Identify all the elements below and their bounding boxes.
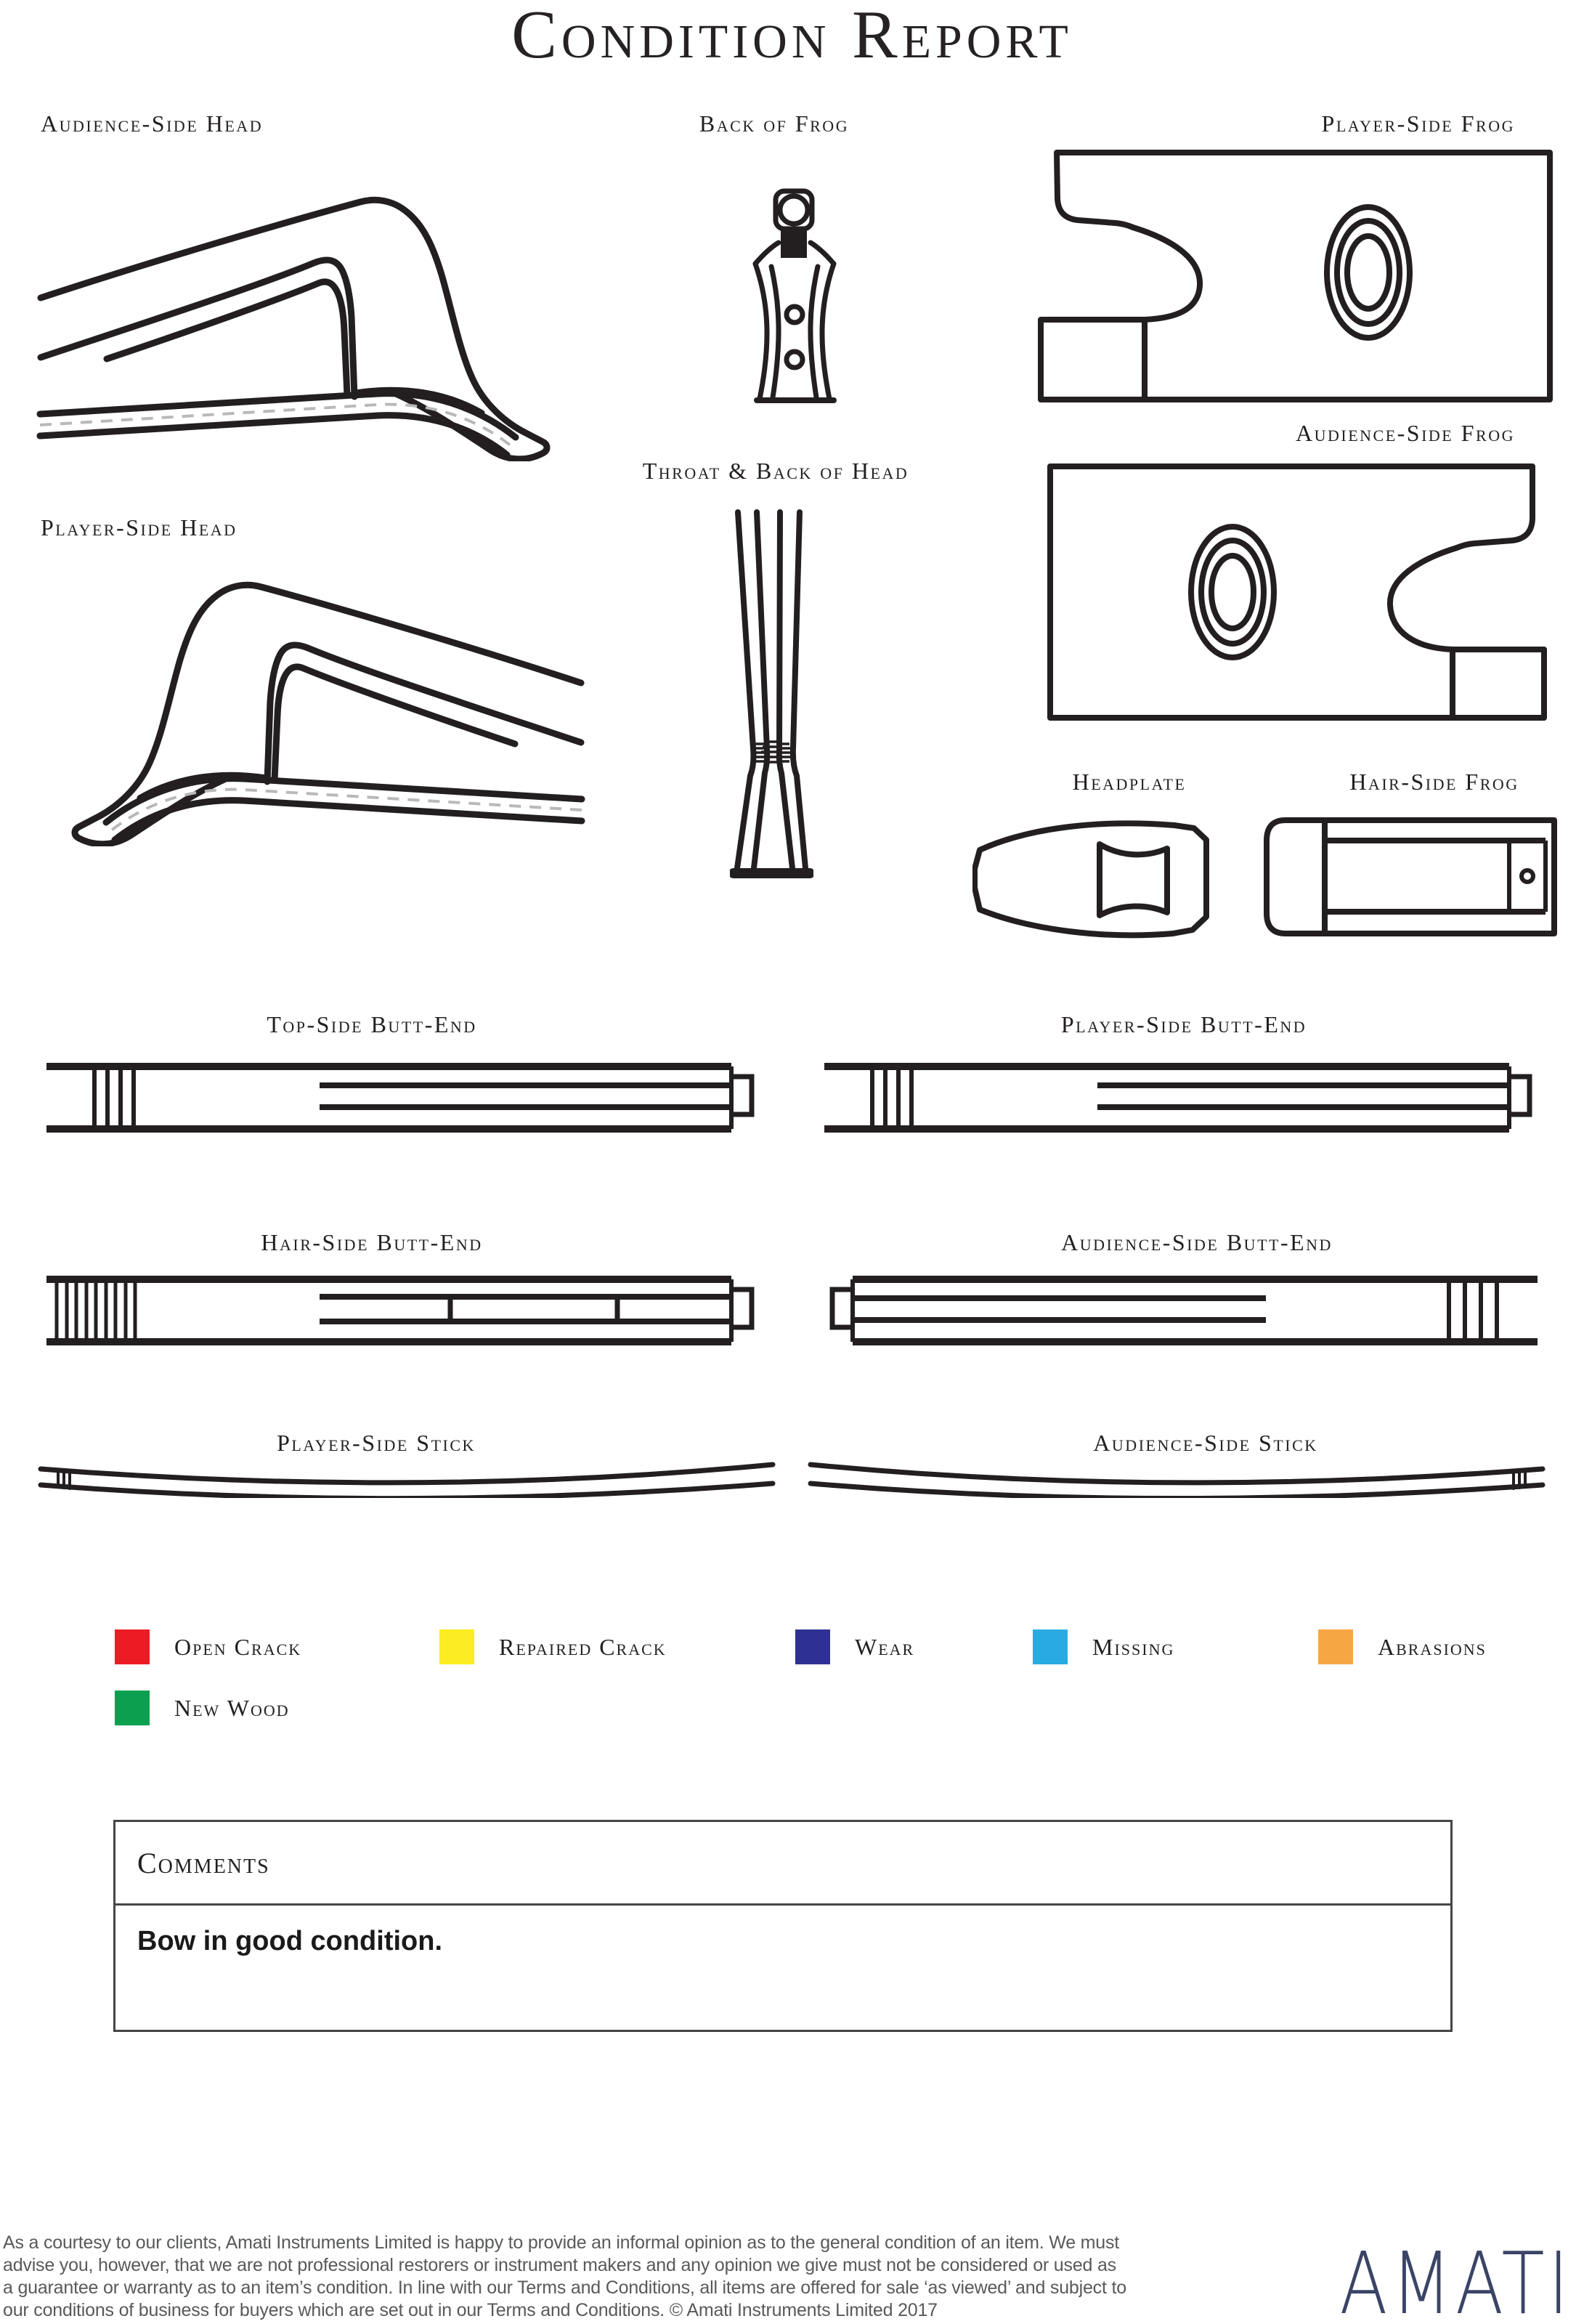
label-audience-side-head: Audience-Side Head [41, 110, 264, 137]
footer-disclaimer [3, 2232, 1223, 2322]
label-audience-side-frog: Audience-Side Frog [1295, 420, 1515, 446]
open-crack-swatch [115, 1629, 150, 1664]
legend-item-open-crack [115, 1629, 301, 1664]
label-throat-back-of-head: Throat & Back of Head [642, 458, 909, 484]
footer-line: a guarantee or warranty as to an item’s condition. In line with our Terms and Conditions, all items are offered for sale ‘as viewed’ and subject to [3, 2278, 1126, 2298]
wear-swatch [795, 1629, 830, 1664]
top-side-butt-end-drawing [44, 1062, 763, 1133]
amati-logo: AMATI [1339, 2233, 1572, 2324]
legend-label: Open Crack [174, 1634, 302, 1660]
repaired-crack-swatch [439, 1629, 474, 1664]
legend-item-wear [795, 1629, 914, 1664]
label-audience-side-stick: Audience-Side Stick [1093, 1430, 1318, 1456]
player-side-head-drawing [33, 559, 585, 846]
throat-back-of-head-drawing [730, 509, 813, 883]
legend-item-repaired-crack [439, 1629, 667, 1664]
footer-line: As a courtesy to our clients, Amati Instruments Limited is happy to provide an informal opinion as to the general condition of an item. We must [3, 2232, 1120, 2253]
hair-side-butt-end-drawing [44, 1275, 763, 1346]
label-player-side-head: Player-Side Head [41, 514, 237, 540]
legend-label: Wear [855, 1634, 915, 1660]
new-wood-swatch [115, 1691, 150, 1725]
missing-swatch [1033, 1629, 1068, 1664]
back-of-frog-drawing [748, 185, 842, 410]
label-player-side-frog: Player-Side Frog [1321, 110, 1515, 137]
player-side-butt-end-drawing [821, 1062, 1540, 1133]
hair-side-frog-drawing [1264, 817, 1558, 937]
page-title: Condition Report [511, 0, 1073, 73]
comments-text: Bow in good condition. [137, 1926, 443, 1956]
audience-side-frog-drawing [1017, 458, 1554, 723]
legend-item-abrasions [1318, 1629, 1487, 1664]
footer-line: advise you, however, that we are not professional restorers or instrument makers and any opinion we give must not be considered or used as [3, 2255, 1116, 2275]
label-top-side-butt-end: Top-Side Butt-End [267, 1011, 477, 1037]
label-headplate: Headplate [1072, 769, 1187, 795]
audience-side-stick-drawing [806, 1462, 1547, 1498]
label-hair-side-frog: Hair-Side Frog [1349, 769, 1519, 795]
legend-item-missing [1033, 1629, 1174, 1664]
legend-label: Missing [1092, 1634, 1175, 1660]
comments-box [113, 1820, 1453, 2032]
label-back-of-frog: Back of Frog [699, 110, 850, 137]
comments-header: Comments [115, 1822, 1450, 1906]
abrasions-swatch [1318, 1629, 1353, 1664]
audience-side-butt-end-drawing [821, 1275, 1540, 1346]
audience-side-head-drawing [36, 174, 588, 461]
legend-label: Repaired Crack [499, 1634, 667, 1660]
player-side-stick-drawing [36, 1462, 777, 1498]
label-hair-side-butt-end: Hair-Side Butt-End [261, 1229, 483, 1255]
player-side-frog-drawing [1017, 149, 1558, 403]
legend-label: Abrasions [1378, 1634, 1487, 1660]
label-player-side-stick: Player-Side Stick [277, 1430, 476, 1456]
label-player-side-butt-end: Player-Side Butt-End [1060, 1011, 1307, 1037]
headplate-drawing [972, 819, 1214, 942]
footer-line: our conditions of business for buyers which are set out in our Terms and Conditions. © Amati Instruments Limited 2017 [3, 2300, 938, 2320]
label-audience-side-butt-end: Audience-Side Butt-End [1061, 1229, 1333, 1255]
legend-label: New Wood [174, 1695, 290, 1721]
legend-item-new-wood [115, 1691, 290, 1725]
